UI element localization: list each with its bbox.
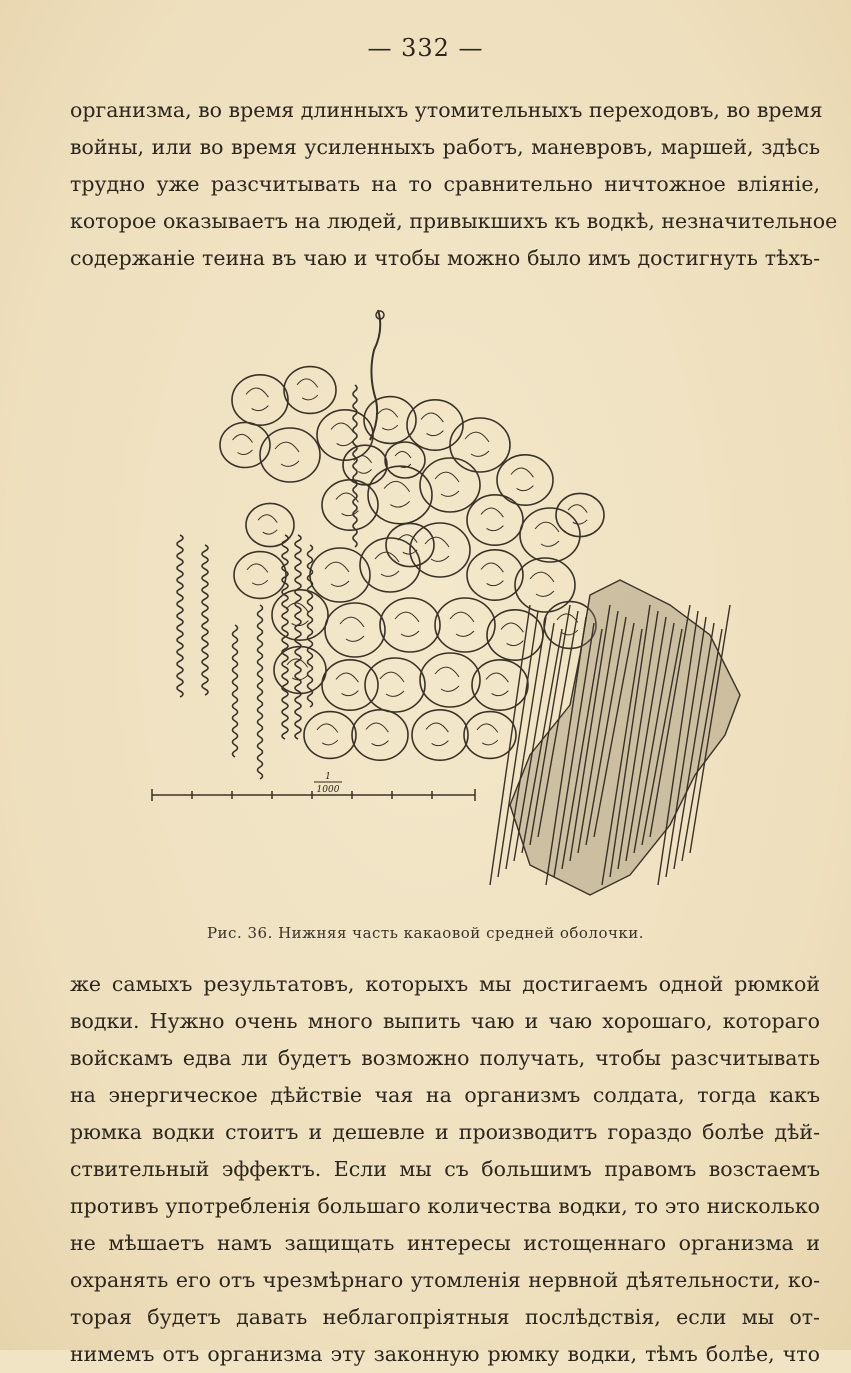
cell-outline [435, 598, 495, 652]
cell-wall-detail [435, 472, 459, 496]
cell-wall-detail [450, 612, 474, 636]
parenchyma-cells [220, 367, 604, 761]
cell-wall-detail [377, 409, 398, 430]
spiral-vessel [202, 545, 208, 695]
cell-wall-detail [247, 564, 268, 585]
cell-outline [232, 375, 288, 425]
cell-wall-detail [395, 451, 411, 467]
spiral-vessels [177, 385, 357, 779]
cell-wall-detail [258, 515, 277, 534]
scale-bar [152, 789, 475, 801]
cell-wall-detail [384, 481, 410, 507]
cell-wall-detail [233, 434, 253, 454]
cell-outline [343, 445, 387, 485]
cell-outline [274, 647, 326, 694]
cell-outline [380, 598, 440, 652]
cell-outline [497, 455, 553, 505]
text-line: организма, во время длинныхъ утомительныхъ переходовъ, во время [70, 98, 823, 122]
cell-tissue-drawing [150, 305, 750, 910]
cell-wall-detail [375, 552, 399, 576]
paragraph-top [70, 92, 838, 277]
microscope-illustration [150, 305, 750, 910]
cell-wall-detail [336, 673, 358, 696]
cell-outline [365, 658, 425, 712]
cell-wall-detail [481, 508, 503, 531]
cell-outline [260, 428, 320, 482]
text-line: торая будетъ давать неблагопріятныя послѣдствія, если мы от- [70, 1305, 820, 1329]
fiber-stem [370, 310, 380, 440]
cell-wall-detail [421, 413, 443, 436]
text-line: войны, или во время усиленныхъ работъ, маневровъ, маршей, здѣсь [70, 135, 820, 159]
cell-wall-detail [398, 535, 417, 554]
cell-wall-detail [530, 572, 554, 596]
text-line: на энергическое дѣйствіе чая на организмъ солдата, тогда какъ [70, 1083, 820, 1107]
spiral-vessel [353, 385, 357, 547]
epidermis-layer [490, 580, 740, 895]
cell-outline [325, 603, 385, 657]
text-line: трудно уже разсчитывать на то сравнительно ничтожное вліяніе, [70, 172, 820, 196]
paragraph-bottom [70, 966, 820, 1373]
cell-outline [467, 495, 523, 545]
cell-wall-detail [511, 468, 533, 491]
cell-wall-detail [481, 563, 503, 586]
text-line: содержаніе теина въ чаю и чтобы можно было имъ достигнуть тѣхъ- [70, 246, 820, 270]
cell-wall-detail [246, 388, 268, 411]
cell-outline [284, 367, 336, 414]
cell-outline [420, 458, 480, 512]
text-line: же самыхъ результатовъ, которыхъ мы достигаемъ одной рюмкой [70, 972, 820, 996]
text-line: охранять его отъ чрезмѣрнаго утомленія нервной дѣятельности, ко- [70, 1268, 820, 1292]
scale-label-numerator: 1 [325, 772, 331, 782]
cell-outline [304, 712, 356, 759]
cell-outline [385, 442, 425, 478]
cell-outline [472, 660, 528, 710]
text-line: не мѣшаетъ намъ защищать интересы истощеннаго организма и [70, 1231, 820, 1255]
cell-wall-detail [486, 673, 508, 696]
text-line: водки. Нужно очень много выпить чаю и чаю хорошаго, котораго [70, 1009, 820, 1033]
text-line: нимемъ отъ организма эту законную рюмку водки, тѣмъ болѣе, что [70, 1342, 820, 1366]
text-line: войскамъ едва ли будетъ возможно получать, чтобы разсчитывать [70, 1046, 820, 1070]
cell-outline [467, 550, 523, 600]
cell-wall-detail [435, 667, 459, 691]
cell-outline [412, 710, 468, 760]
scale-label-denominator: 1000 [316, 785, 340, 795]
cell-wall-detail [465, 432, 489, 456]
cell-wall-detail [426, 723, 448, 746]
cell-outline [464, 712, 516, 759]
cell-wall-detail [317, 724, 338, 745]
cell-outline [310, 548, 370, 602]
text-line: ствительный эффектъ. Если мы съ большимъ правомъ возстаемъ [70, 1157, 820, 1181]
spiral-vessel [258, 605, 263, 779]
cell-outline [515, 558, 575, 612]
cell-wall-detail [501, 623, 523, 646]
cell-wall-detail [366, 723, 388, 746]
cell-wall-detail [380, 672, 404, 696]
text-line: рюмка водки стоитъ и дешевле и производитъ гораздо болѣе дѣй- [70, 1120, 820, 1144]
cell-wall-detail [535, 522, 559, 546]
spiral-vessel [295, 535, 301, 739]
cell-outline [352, 710, 408, 760]
cell-outline [234, 552, 286, 599]
text-line: противъ употребленія большаго количества водки, то это нисколько [70, 1194, 820, 1218]
spiral-vessel [177, 535, 183, 697]
cell-outline [450, 418, 510, 472]
cell-outline [420, 653, 480, 707]
spiral-vessel [233, 625, 238, 757]
cell-wall-detail [395, 612, 419, 636]
cell-wall-detail [275, 442, 299, 466]
cell-wall-detail [477, 724, 498, 745]
cell-wall-detail [340, 617, 364, 641]
cell-outline [322, 660, 378, 710]
text-line: которое оказываетъ на людей, привыкшихъ къ водкѣ, незначительное [70, 209, 838, 233]
figure-caption: Рис. 36. Нижняя часть какаовой средней оболочки. [206, 924, 645, 942]
spiral-vessel [308, 545, 313, 707]
cell-wall-detail [325, 562, 349, 586]
cell-wall-detail [297, 379, 318, 400]
cell-wall-detail [331, 423, 353, 446]
page-number: — 332 — [367, 34, 484, 62]
cell-wall-detail [568, 505, 587, 524]
